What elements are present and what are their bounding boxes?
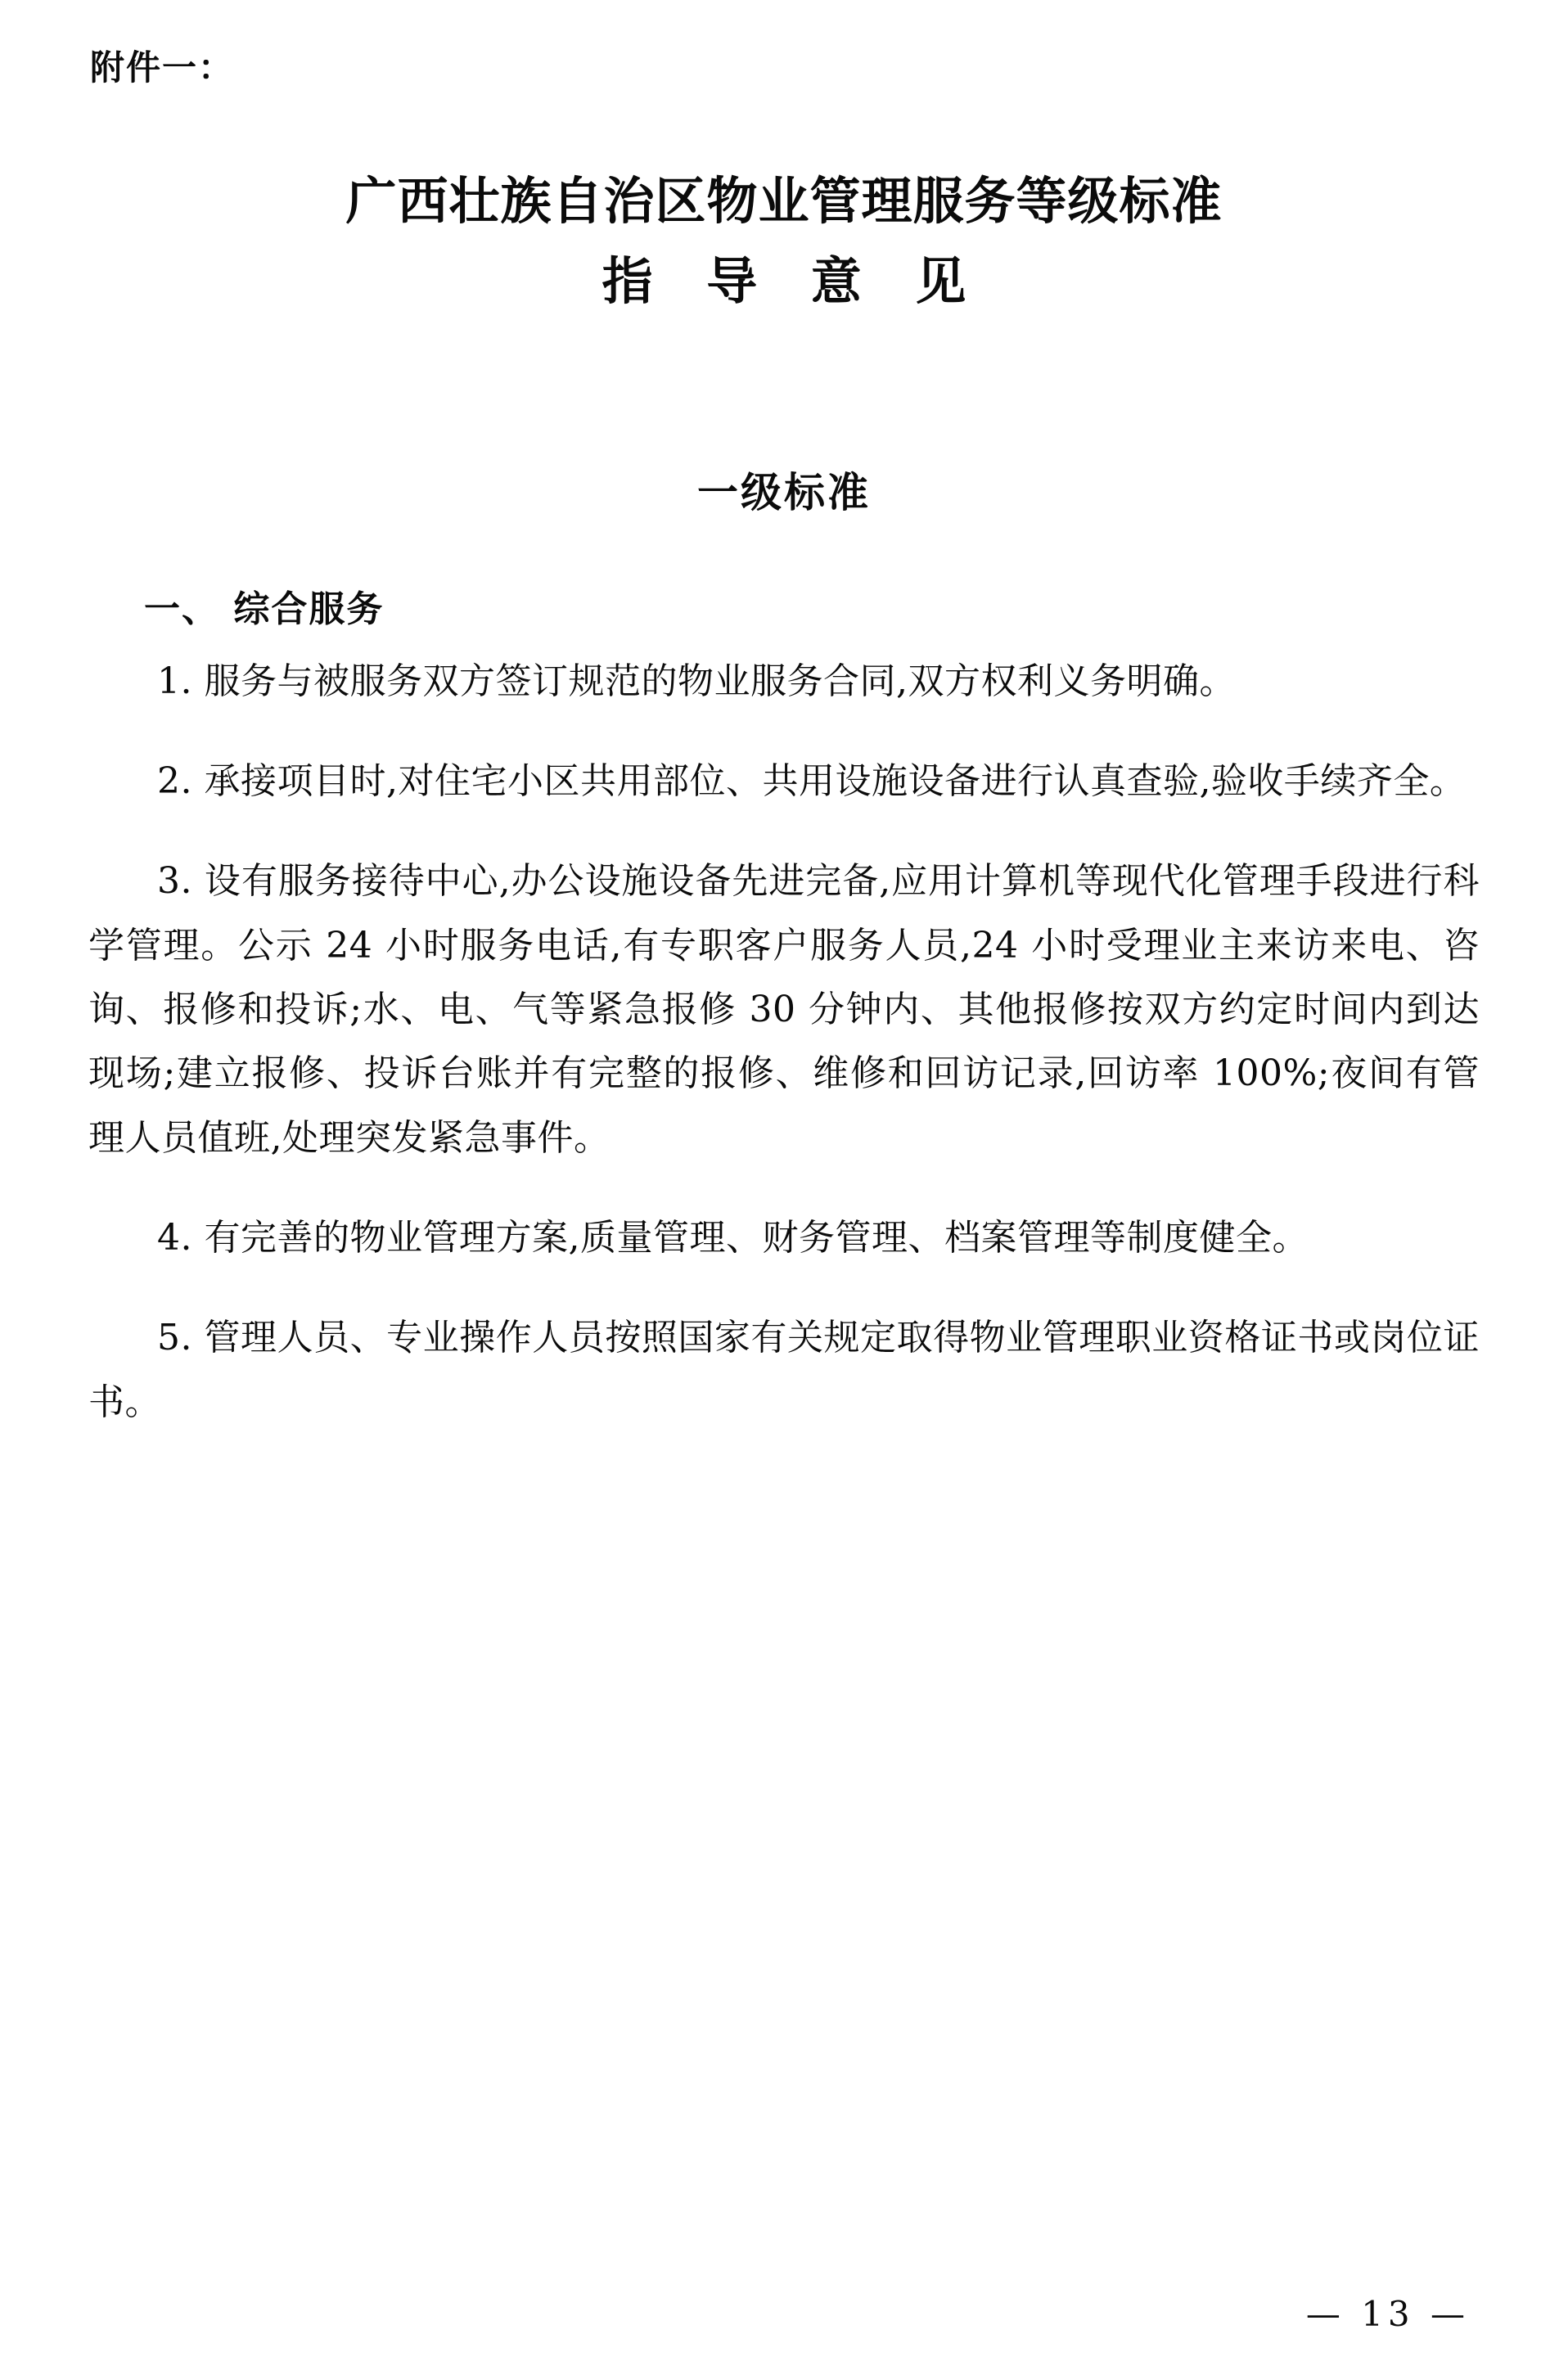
- page-title-line-1: 广西壮族自治区物业管理服务等级标准: [345, 171, 1223, 232]
- paragraph: 4. 有完善的物业管理方案,质量管理、财务管理、档案管理等制度健全。: [157, 1216, 1309, 1259]
- paragraph: 1. 服务与被服务双方签订规范的物业服务合同,双方权利义务明确。: [157, 660, 1236, 702]
- section-heading: 一、 综合服务: [144, 588, 385, 630]
- paragraph: 3. 设有服务接待中心,办公设施设备先进完备,应用计算机等现代化管理手段进行科学管理。公示 24 小时服务电话,有专职客户服务人员,24 小时受理业主来访来电、咨询、报修和投诉;水、电、气等紧急报修 30 分钟内、其他报修按双方约定时间内到达现场;建立报修、投诉台账并有完整的报修、维修和回访记录,回访率 100%;夜间有管理人员值班,处理突发紧急事件。: [88, 860, 1480, 1159]
- paragraph: 5. 管理人员、专业操作人员按照国家有关规定取得物业管理职业资格证书或岗位证书。: [88, 1317, 1480, 1423]
- page-number: — 13 —: [1305, 2294, 1470, 2334]
- paragraph: 2. 承接项目时,对住宅小区共用部位、共用设施设备进行认真查验,验收手续齐全。: [157, 760, 1467, 803]
- attachment-label: 附件一：: [90, 47, 235, 88]
- page-title-line-2: 指 导 意 见: [602, 251, 985, 312]
- page-title: [88, 167, 1480, 315]
- level-heading: 一级标准: [697, 468, 871, 516]
